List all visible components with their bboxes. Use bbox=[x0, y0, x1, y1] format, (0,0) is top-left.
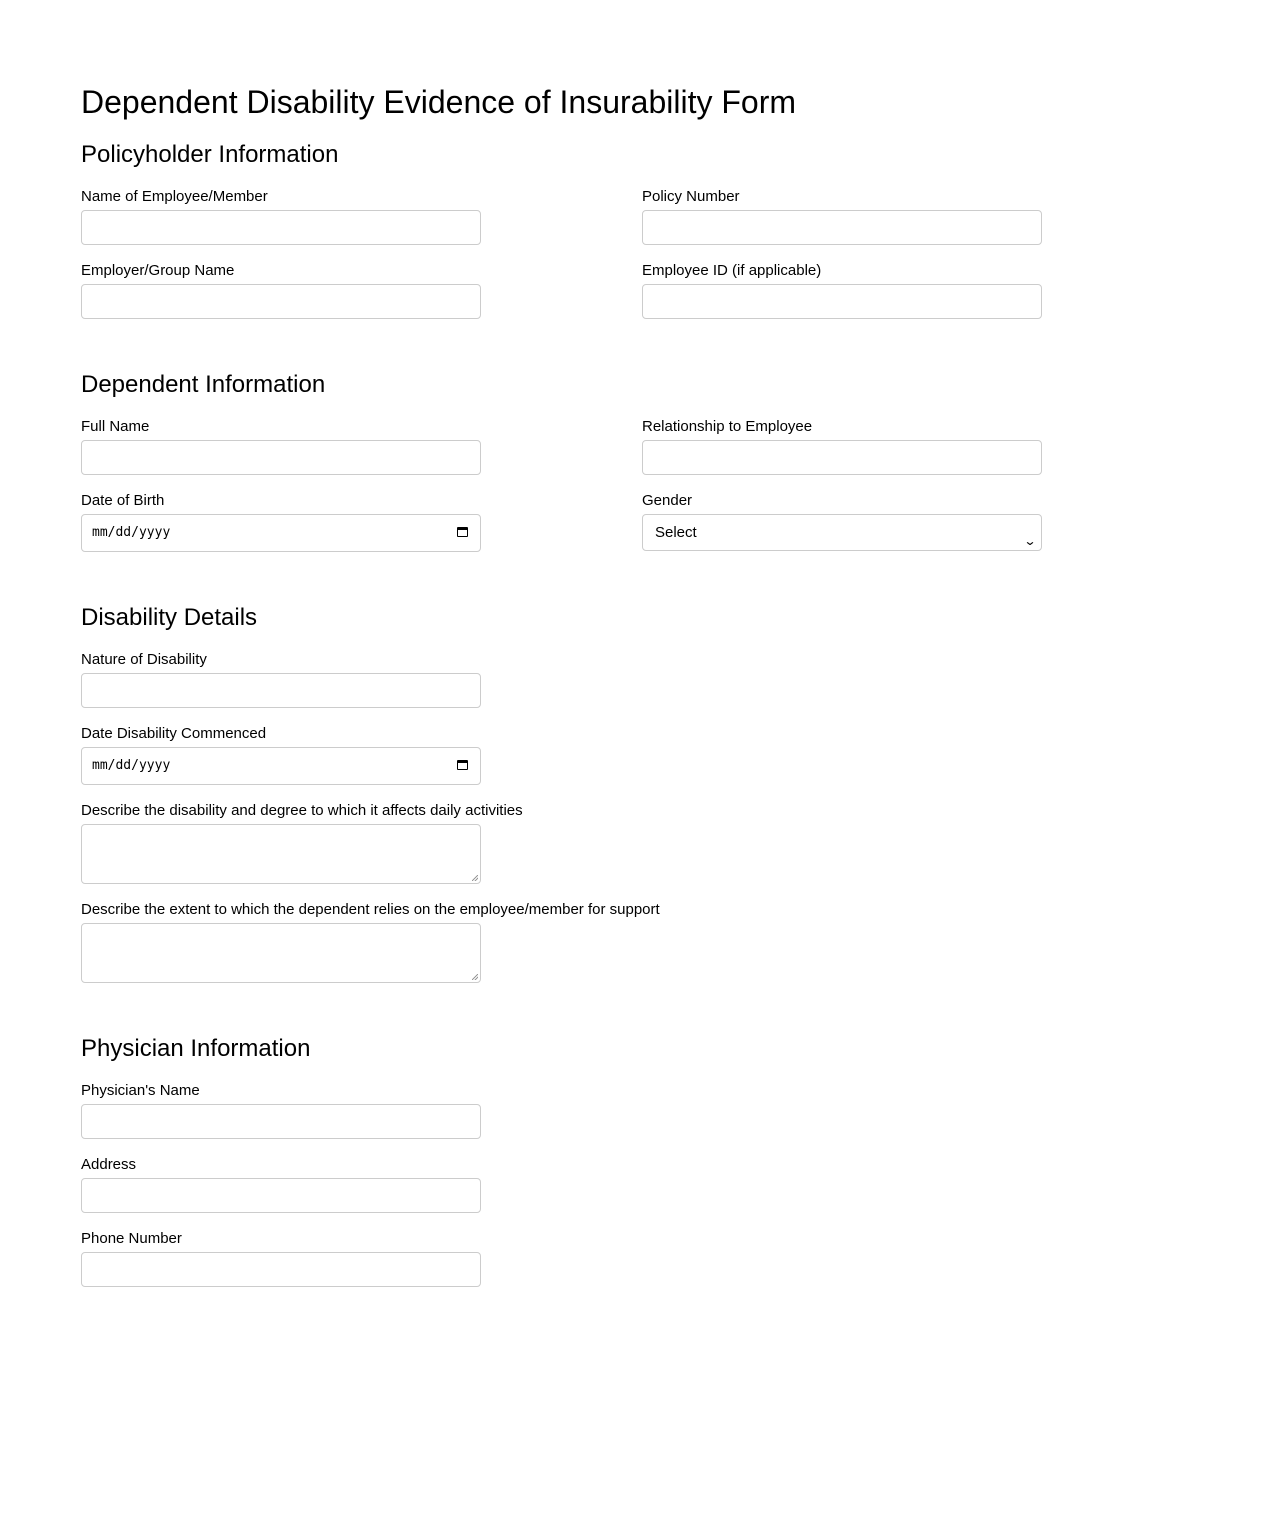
relationship-input[interactable] bbox=[642, 440, 1042, 475]
gender-label: Gender bbox=[642, 492, 693, 509]
describe-disability-label: Describe the disability and degree to which it affects daily activities bbox=[81, 802, 523, 819]
phone-label: Phone Number bbox=[81, 1230, 182, 1247]
relationship-label: Relationship to Employee bbox=[642, 418, 813, 435]
section-heading-dependent: Dependent Information bbox=[81, 371, 326, 398]
dob-label: Date of Birth bbox=[81, 492, 165, 509]
dob-placeholder: mm/dd/yyyy bbox=[92, 525, 171, 540]
address-input[interactable] bbox=[81, 1178, 481, 1213]
gender-select[interactable] bbox=[642, 514, 1042, 551]
policy-number-label: Policy Number bbox=[642, 188, 740, 205]
nature-label: Nature of Disability bbox=[81, 651, 207, 668]
employee-id-input[interactable] bbox=[642, 284, 1042, 319]
employer-name-input[interactable] bbox=[81, 284, 481, 319]
calendar-icon[interactable] bbox=[457, 760, 468, 770]
reliance-label: Describe the extent to which the dependent relies on the employee/member for support bbox=[81, 901, 660, 918]
gender-selected-value: Select bbox=[655, 524, 697, 541]
resize-handle-icon[interactable] bbox=[472, 974, 478, 980]
reliance-textarea[interactable] bbox=[81, 923, 481, 983]
chevron-down-icon: ⌄ bbox=[1023, 534, 1037, 548]
full-name-label: Full Name bbox=[81, 418, 150, 435]
address-label: Address bbox=[81, 1156, 137, 1173]
employee-name-input[interactable] bbox=[81, 210, 481, 245]
dob-date-input[interactable] bbox=[81, 514, 481, 552]
full-name-input[interactable] bbox=[81, 440, 481, 475]
resize-handle-icon[interactable] bbox=[472, 875, 478, 881]
nature-input[interactable] bbox=[81, 673, 481, 708]
commenced-date-placeholder: mm/dd/yyyy bbox=[92, 758, 171, 773]
physician-name-input[interactable] bbox=[81, 1104, 481, 1139]
section-heading-disability: Disability Details bbox=[81, 604, 258, 631]
employer-name-label: Employer/Group Name bbox=[81, 262, 235, 279]
describe-disability-textarea[interactable] bbox=[81, 824, 481, 884]
section-heading-policyholder: Policyholder Information bbox=[81, 141, 339, 168]
employee-name-label: Name of Employee/Member bbox=[81, 188, 268, 205]
policy-number-input[interactable] bbox=[642, 210, 1042, 245]
commenced-date-label: Date Disability Commenced bbox=[81, 725, 267, 742]
physician-name-label: Physician's Name bbox=[81, 1082, 200, 1099]
calendar-icon[interactable] bbox=[457, 527, 468, 537]
phone-input[interactable] bbox=[81, 1252, 481, 1287]
employee-id-label: Employee ID (if applicable) bbox=[642, 262, 822, 279]
page-title: Dependent Disability Evidence of Insurability Form bbox=[81, 84, 796, 120]
commenced-date-input[interactable] bbox=[81, 747, 481, 785]
section-heading-physician: Physician Information bbox=[81, 1035, 311, 1062]
